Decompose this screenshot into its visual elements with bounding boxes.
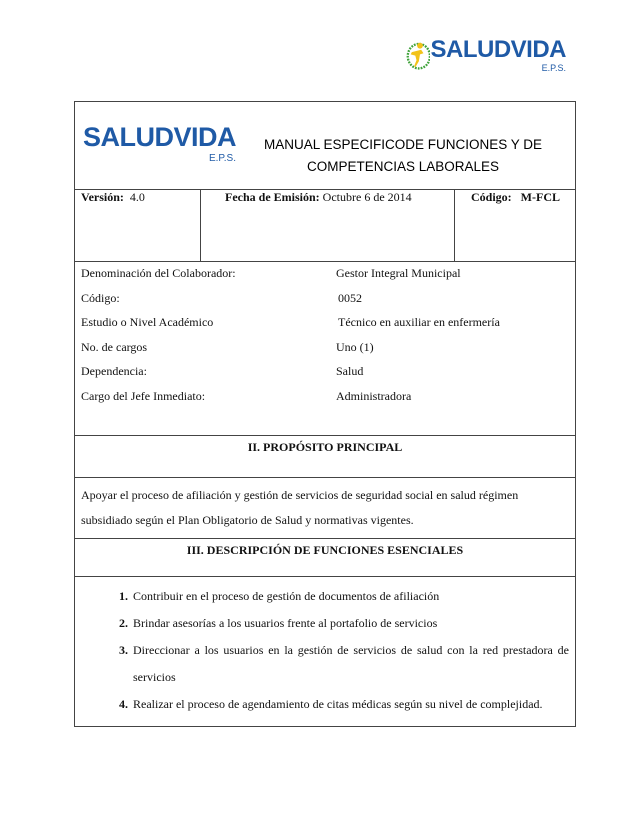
function-text: Brindar asesorías a los usuarios frente al portafolio de servicios (133, 616, 438, 630)
logo-wordmark: SALUDVIDA (83, 122, 237, 152)
function-number: 3. (119, 643, 128, 657)
function-text: Realizar el proceso de agendamiento de citas médicas según su nivel de complejidad. (133, 697, 543, 711)
field-row (81, 389, 569, 414)
date-value: Octubre 6 de 2014 (322, 190, 412, 204)
field-label: Denominación del Colaborador: (81, 266, 236, 280)
field-label: Cargo del Jefe Inmediato: (81, 388, 206, 403)
field-label: No. de cargos (81, 339, 148, 354)
function-number: 4. (119, 697, 128, 711)
field-value: Gestor Integral Municipal (336, 266, 461, 280)
code-cell (455, 190, 576, 262)
purpose-text: Apoyar el proceso de afiliación y gestión de servicios de seguridad social en salud régimen subsidiado según el Plan Obligatorio de Salud y normativas vigentes. (75, 478, 576, 539)
header-logo (83, 108, 235, 180)
version-cell (75, 190, 201, 262)
fields-row (75, 262, 576, 436)
title-line-2: COMPETENCIAS LABORALES (306, 159, 500, 174)
meta-row (75, 190, 576, 262)
field-label: Código: (81, 290, 120, 305)
field-value: Uno (1) (336, 339, 374, 354)
date-cell (201, 190, 455, 262)
header-cell (75, 102, 576, 190)
field-row (81, 291, 569, 316)
purpose-row (75, 478, 576, 539)
title-line-1: MANUAL ESPECIFICODE FUNCIONES Y DE (263, 137, 543, 152)
field-label: Dependencia: (81, 364, 147, 378)
document-title (243, 134, 563, 178)
version-value: 4.0 (129, 190, 145, 204)
field-row (81, 340, 569, 365)
field-value: 0052 (338, 290, 362, 305)
function-item (119, 610, 569, 637)
function-item (119, 583, 569, 610)
field-row (81, 364, 569, 389)
logo-sub: E.P.S. (208, 153, 237, 164)
document-table (74, 101, 576, 727)
function-number: 2. (119, 616, 128, 630)
field-value: Administradora (336, 388, 412, 403)
section3-title: III. DESCRIPCIÓN DE FUNCIONES ESENCIALES (75, 539, 576, 577)
functions-cell (75, 577, 576, 727)
field-label: Estudio o Nivel Académico (81, 315, 214, 329)
section2-title: II. PROPÓSITO PRINCIPAL (75, 436, 576, 478)
function-text: Contribuir en el proceso de gestión de documentos de afiliación (133, 589, 440, 603)
code-value: M-FCL (520, 190, 560, 204)
section2-head-row (75, 436, 576, 478)
code-label: Código: (471, 190, 512, 204)
logo-sub: E.P.S. (541, 62, 566, 73)
version-label: Versión: (81, 190, 124, 204)
section3-head-row (75, 539, 576, 577)
saludvida-figure-icon (406, 30, 430, 80)
function-item (119, 691, 569, 718)
field-value: Técnico en auxiliar en enfermería (338, 315, 500, 329)
field-value: Salud (336, 364, 364, 378)
field-row (81, 266, 569, 291)
logo-wordmark: SALUDVIDA (430, 35, 566, 63)
function-item (119, 637, 569, 691)
functions-row (75, 577, 576, 727)
top-logo (406, 30, 566, 80)
function-number: 1. (119, 589, 128, 603)
fields-cell (75, 262, 576, 436)
function-text: Direccionar a los usuarios en la gestión de servicios de salud con la red prestadora de servicios (133, 643, 569, 684)
field-row (81, 315, 569, 340)
date-label: Fecha de Emisión: (225, 190, 320, 204)
